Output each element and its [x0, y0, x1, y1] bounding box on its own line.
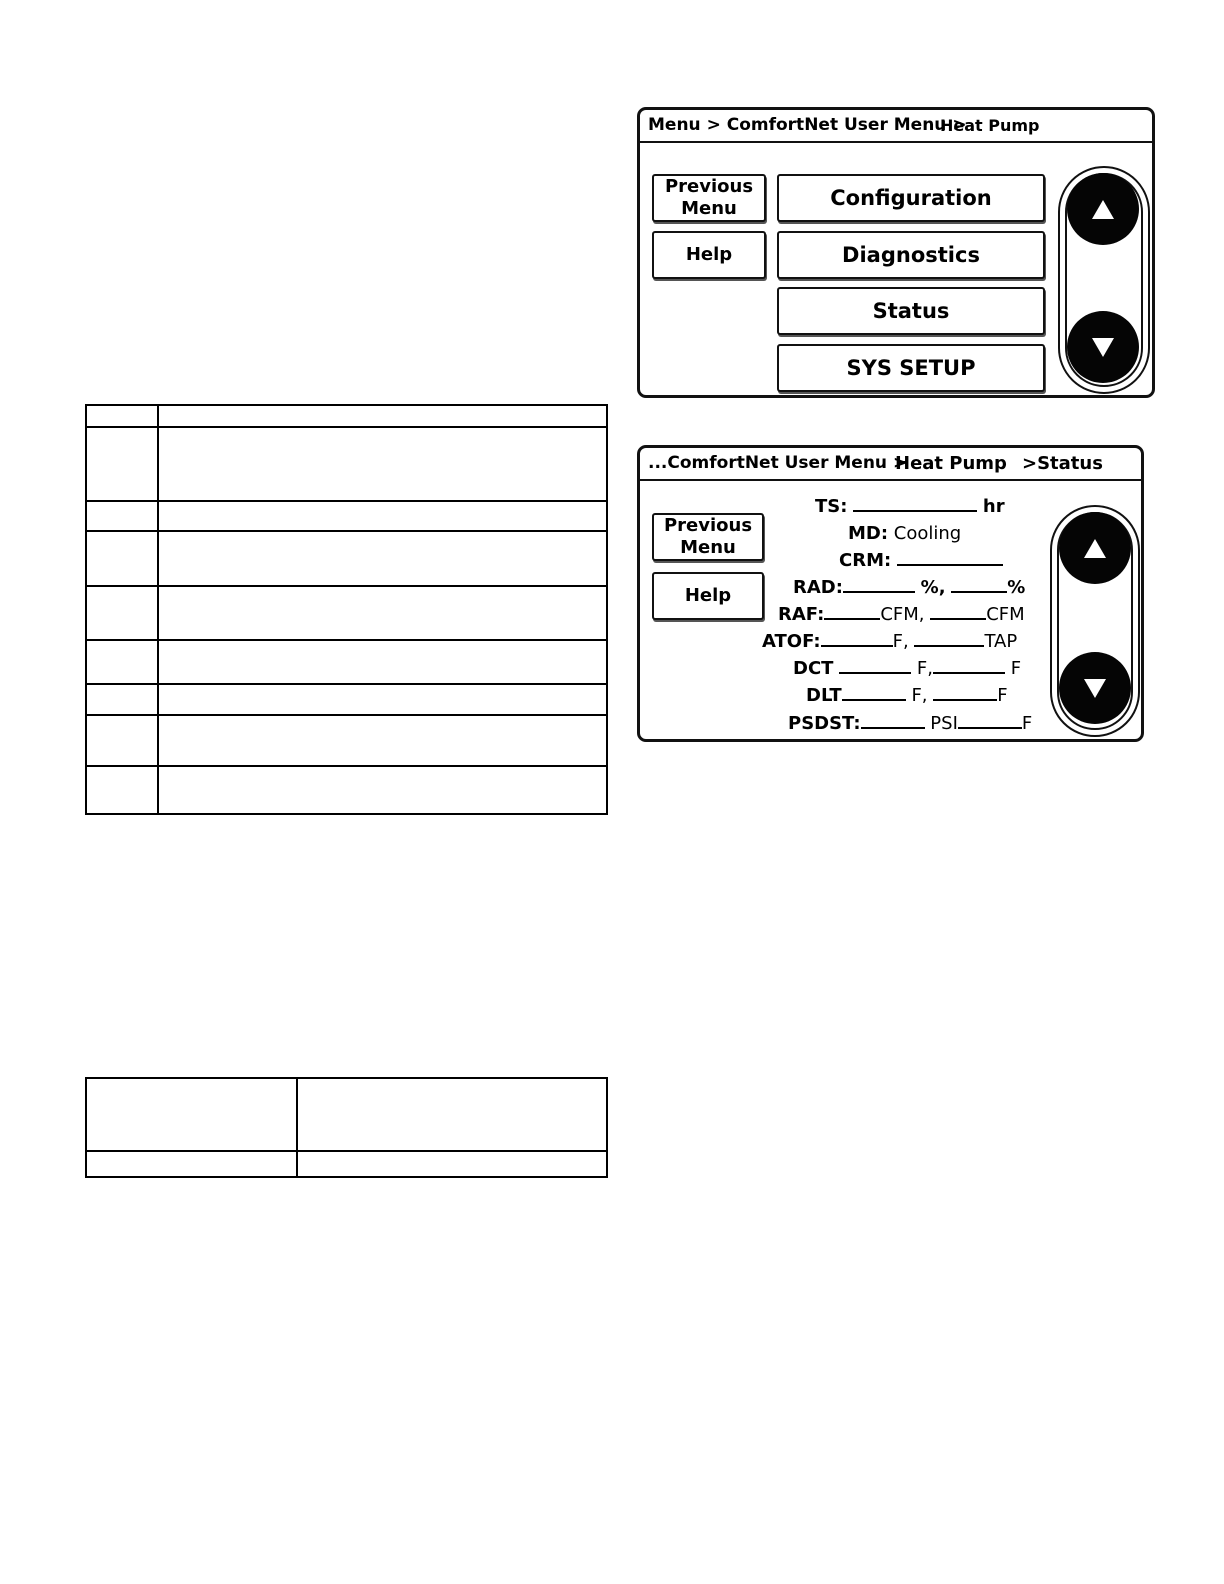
raf-unit2: CFM: [986, 604, 1025, 625]
table-row-divider: [87, 426, 606, 428]
diagnostics-button[interactable]: Diagnostics: [777, 231, 1045, 279]
scroll-up-button[interactable]: [1059, 512, 1131, 584]
psdst-unit2: F: [1021, 713, 1033, 734]
status-dlt: [806, 684, 1008, 708]
rad-value1-blank: [843, 577, 915, 593]
status-dct: [793, 657, 1021, 681]
scroll-up-button[interactable]: [1067, 173, 1139, 245]
psdst-value1-blank: [861, 713, 925, 729]
spec-table-2: [85, 1077, 608, 1178]
table-row-divider: [87, 639, 606, 641]
dlt-value2-blank: [933, 685, 997, 701]
status-button[interactable]: Status: [777, 287, 1045, 335]
table-row-divider: [87, 714, 606, 716]
triangle-down-icon: [1084, 679, 1106, 698]
dct-unit2: F: [1010, 658, 1022, 679]
breadcrumb-parent: Heat Pump: [895, 453, 1007, 474]
atof-unit2: TAP: [984, 631, 1018, 652]
help-button[interactable]: Help: [652, 231, 766, 279]
triangle-up-icon: [1092, 200, 1114, 219]
raf-value1-blank: [824, 604, 880, 620]
status-md: [848, 522, 961, 546]
psdst-unit1: PSI: [930, 713, 958, 734]
scroll-down-button[interactable]: [1059, 652, 1131, 724]
dct-value1-blank: [839, 658, 911, 674]
atof-value2-blank: [914, 631, 984, 647]
raf-unit1: CFM,: [880, 604, 925, 625]
breadcrumb: [640, 110, 1152, 143]
rad-unit2: %: [1007, 577, 1026, 598]
psdst-value2-blank: [958, 713, 1022, 729]
md-label: MD:: [848, 523, 889, 544]
breadcrumb-path: Menu > ComfortNet User Menu >: [648, 115, 967, 135]
heat-pump-status-screen: [637, 445, 1144, 742]
table-row-divider: [87, 1150, 606, 1152]
status-rad: [793, 576, 1025, 600]
status-ts: [815, 495, 1005, 519]
status-crm: [839, 549, 1003, 573]
table-row-divider: [87, 530, 606, 532]
spec-table-1: [85, 404, 608, 815]
rad-label: RAD:: [793, 577, 843, 598]
dlt-label: DLT: [806, 685, 842, 706]
help-button[interactable]: Help: [652, 572, 764, 620]
ts-label: TS:: [815, 496, 848, 517]
rad-unit1: %,: [920, 577, 946, 598]
rad-value2-blank: [951, 577, 1007, 593]
breadcrumb-path: ...ComfortNet User Menu >: [648, 453, 908, 473]
dct-unit1: F,: [916, 658, 933, 679]
table-column-divider: [296, 1079, 298, 1176]
atof-unit1: F,: [892, 631, 909, 652]
status-psdst: [788, 712, 1032, 736]
table-row-divider: [87, 683, 606, 685]
sys-setup-button[interactable]: SYS SETUP: [777, 344, 1045, 392]
previous-menu-button[interactable]: Previous Menu: [652, 513, 764, 561]
previous-menu-button[interactable]: Previous Menu: [652, 174, 766, 222]
heat-pump-menu-screen: [637, 107, 1155, 398]
breadcrumb-current: Heat Pump: [940, 116, 1040, 135]
raf-value2-blank: [930, 604, 986, 620]
breadcrumb: [640, 448, 1141, 481]
atof-label: ATOF:: [762, 631, 821, 652]
atof-value1-blank: [821, 631, 893, 647]
psdst-label: PSDST:: [788, 713, 861, 734]
triangle-down-icon: [1092, 338, 1114, 357]
dlt-unit2: F: [997, 685, 1008, 706]
status-atof: [762, 630, 1017, 654]
scroll-down-button[interactable]: [1067, 311, 1139, 383]
dlt-unit1: F,: [911, 685, 928, 706]
table-row-divider: [87, 585, 606, 587]
table-row-divider: [87, 500, 606, 502]
ts-value-blank: [853, 496, 977, 512]
dct-label: DCT: [793, 658, 834, 679]
triangle-up-icon: [1084, 539, 1106, 558]
dlt-value1-blank: [842, 685, 906, 701]
md-value: Cooling: [893, 523, 962, 544]
dct-value2-blank: [933, 658, 1005, 674]
raf-label: RAF:: [778, 604, 825, 625]
crm-value-blank: [897, 550, 1003, 566]
table-column-divider: [157, 406, 159, 813]
ts-unit: hr: [982, 496, 1005, 517]
crm-label: CRM:: [839, 550, 892, 571]
breadcrumb-current: >Status: [1022, 453, 1103, 474]
table-row-divider: [87, 765, 606, 767]
configuration-button[interactable]: Configuration: [777, 174, 1045, 222]
status-raf: [778, 603, 1025, 627]
